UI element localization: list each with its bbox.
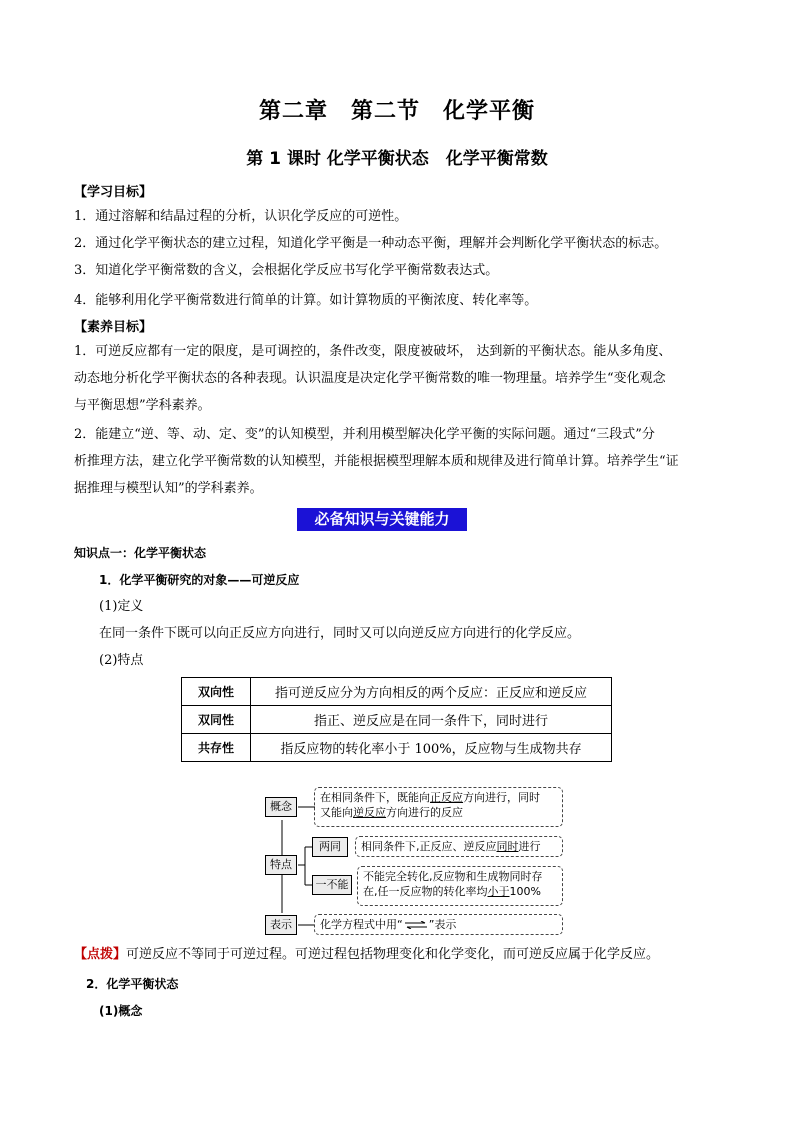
repr-text: 化学方程式中用“ [320,918,403,931]
table-row [182,706,612,734]
learning-goal-item: 1．通过溶解和结晶过程的分析，认识化学反应的可逆性。 [74,209,408,224]
concept-text-underlined: 正反应 [430,791,463,804]
hint-line [74,946,659,964]
learning-goals-heading: 【学习目标】 [74,185,153,200]
section-banner: 必备知识与关键能力 [297,508,467,531]
page-title: 第二章 第二节 化学平衡 [258,99,535,124]
features-table [181,677,612,762]
literacy-goal-line: 1．可逆反应都有一定的限度，是可调控的，条件改变，限度被破坏， 达到新的平衡状态。能从多角度、 [74,344,672,359]
table-cell-key: 共存性 [182,734,251,762]
literacy-goal-line: 与平衡思想”学科素养。 [74,398,211,413]
diagram-node-feature: 特点 [265,855,297,875]
concept-text: 又能向 [320,806,353,819]
page-subtitle: 第 1 课时 化学平衡状态 化学平衡常数 [246,149,548,169]
literacy-goal-line: 据推理与模型认知”的学科素养。 [74,481,263,496]
diagram-two-same-desc [355,836,563,857]
hint-tag: 【点拨】 [74,947,127,962]
features-label: (2)特点 [99,653,144,668]
table-cell-value: 指反应物的转化率小于 100%，反应物与生成物共存 [251,734,612,762]
reversible-arrow-icon [405,918,427,933]
two-same-text: 相同条件下,正反应、逆反应 [361,840,497,853]
repr-text: ”表示 [428,918,457,931]
literacy-goals-heading: 【素养目标】 [74,320,153,335]
two-same-text-underlined: 同时 [496,840,519,853]
hint-text: 可逆反应不等同于可逆过程。可逆过程包括物理变化和化学变化，而可逆反应属于化学反应。 [126,947,660,962]
definition-text: 在同一条件下既可以向正反应方向进行，同时又可以向逆反应方向进行的化学反应。 [99,626,581,641]
diagram-node-concept: 概念 [265,797,297,817]
concept-text: 方向进行，同时 [463,791,540,804]
section-heading: 2．化学平衡状态 [86,977,179,991]
concept-text: 在相同条件下，既能向 [320,791,430,804]
table-cell-key: 双向性 [182,678,251,706]
one-not-text: 不能完全转化,反应物和生成物同时存 [363,870,543,883]
table-cell-value: 指正、逆反应是在同一条件下，同时进行 [251,706,612,734]
diagram-node-two-same: 两同 [312,837,348,857]
diagram-representation-desc [314,914,563,935]
one-not-text: 在,任一反应物的转化率均 [363,885,488,898]
one-not-text-underlined: 小于 [487,885,510,898]
literacy-goal-line: 析推理方法，建立化学平衡常数的认知模型，并能根据模型理解本质和规律及进行简单计算。培养学生“证 [74,454,679,469]
one-not-text: 100% [509,885,541,898]
learning-goal-item: 3．知道化学平衡常数的含义，会根据化学反应书写化学平衡常数表达式。 [74,263,499,278]
diagram-node-one-not: 一不能 [312,875,352,895]
definition-label: (1)定义 [99,599,144,614]
section-heading: 1．化学平衡研究的对象——可逆反应 [99,573,300,587]
table-row [182,678,612,706]
table-cell-key: 双同性 [182,706,251,734]
two-same-text: 进行 [518,840,541,853]
subsection-label: (1)概念 [99,1004,143,1018]
diagram-node-representation: 表示 [265,915,297,935]
learning-goal-item: 2．通过化学平衡状态的建立过程，知道化学平衡是一种动态平衡，理解并会判断化学平衡状态的标志。 [74,236,668,251]
diagram-concept-desc [314,787,563,827]
concept-text-underlined: 逆反应 [353,806,386,819]
diagram-one-not-desc [357,866,563,906]
learning-goal-item: 4．能够利用化学平衡常数进行简单的计算。如计算物质的平衡浓度、转化率等。 [74,293,538,308]
table-row [182,734,612,762]
table-cell-value: 指可逆反应分为方向相反的两个反应：正反应和逆反应 [251,678,612,706]
literacy-goal-line: 动态地分析化学平衡状态的各种表现。认识温度是决定化学平衡常数的唯一物理量。培养学生“变化观念 [74,371,666,386]
knowledge-point-heading: 知识点一：化学平衡状态 [74,546,207,560]
literacy-goal-line: 2．能建立“逆、等、动、定、变”的认知模型，并利用模型解决化学平衡的实际问题。通过“三段式”分 [74,427,655,442]
concept-text: 方向进行的反应 [386,806,463,819]
